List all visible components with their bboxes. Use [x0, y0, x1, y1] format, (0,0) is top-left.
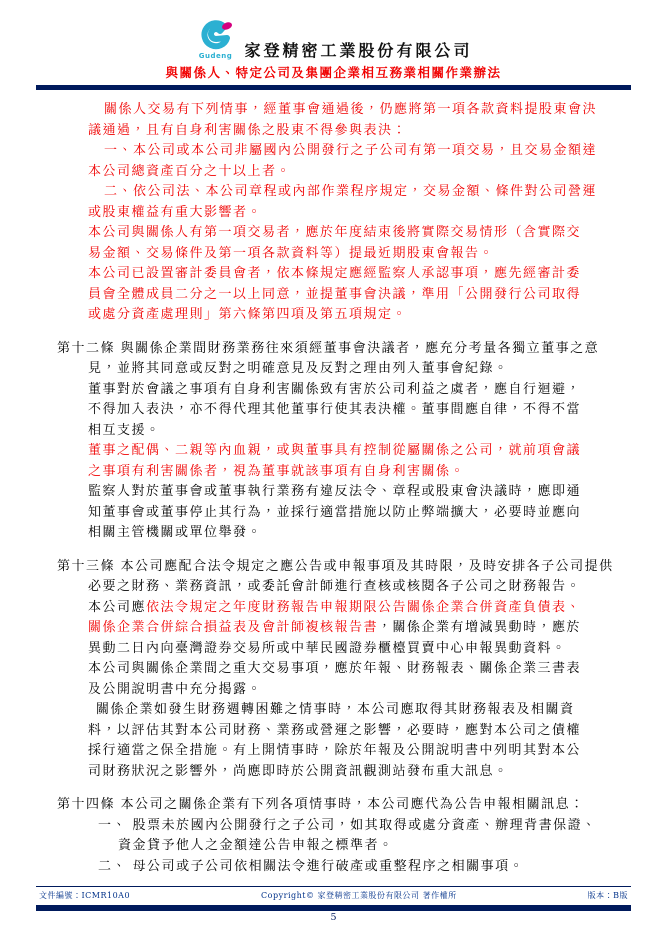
red-text-segment: 之事項有利害關係者，視為董事就該事項有自身利害關係。 — [88, 463, 466, 479]
text-segment: 第十二條 與關係企業間財務業務往來須經董事會決議者，應充分考量各獨立董事之意 — [57, 340, 600, 356]
logo-wordmark: Gudeng — [198, 52, 233, 60]
text-line — [104, 100, 612, 121]
red-text-segment: 議通過，且有自身利害關係之股東不得參與表決： — [88, 122, 408, 138]
text-segment: 必要之財務、業務資訊，或委託會計師進行查核或核閱各子公司之財務報告。 — [88, 579, 582, 594]
text-segment: 不得加入表決，亦不得代理其他董事行使其表決權。董事間應自律，不得不當 — [88, 402, 582, 417]
text-segment: 本公司與關係企業間之重大交易事項，應於年報、財務報表、關係企業三書表 — [88, 661, 582, 676]
red-text-segment: 二、依公司法、本公司章程或內部作業程序規定，交易金額、條件對公司營運 — [104, 184, 598, 199]
company-name: 家登精密工業股份有限公司 — [244, 41, 473, 61]
doc-number: 文件編號：ICMR10A0 — [39, 890, 131, 900]
text-segment: 司財務狀況之影響外，尚應即時於公開資訊觀測站發布重大訊息。 — [88, 763, 509, 779]
text-line — [118, 836, 612, 857]
article-14 — [57, 795, 612, 877]
red-text-segment: 本公司已設置審計委員會者，依本條規定應經監察人承認事項，應先經審計委 — [88, 266, 582, 281]
text-segment: 料，以評估其對本公司財務、業務或營運之影響，必要時，應對本公司之債權 — [88, 722, 582, 738]
logo-swoosh-icon — [194, 20, 236, 52]
text-line — [88, 618, 612, 639]
text-segment: 關係企業如發生財務週轉困難之情事時，本公司應取得其財務報表及相關資 — [96, 702, 575, 717]
red-text-segment: 或處分資產處理則」第六條第四項及第五項規定。 — [88, 307, 408, 322]
text-segment: 第十四條 本公司之關係企業有下列各項情事時，本公司應代為公告申報相關訊息： — [57, 797, 585, 812]
text-line — [88, 680, 612, 701]
article-first-line — [57, 795, 612, 816]
red-text-segment: 一、本公司或本公司非屬國內公開發行之子公司有第一項交易，且交易金額達 — [104, 143, 598, 158]
document-body — [57, 100, 614, 877]
article-first-line — [57, 557, 612, 578]
text-line — [88, 577, 612, 598]
page-number: 5 — [330, 911, 337, 923]
text-line — [104, 141, 612, 162]
text-line — [88, 162, 612, 183]
text-line — [88, 305, 612, 326]
text-segment: 一、 股票未於國內公開發行之子公司，如其取得或處分資產、辦理背書保證、 — [98, 817, 597, 833]
text-line — [88, 482, 612, 503]
text-line — [104, 182, 612, 203]
text-line — [88, 203, 612, 224]
text-line — [88, 721, 612, 742]
text-line — [88, 503, 612, 524]
text-line — [88, 400, 612, 421]
text-line — [88, 421, 612, 442]
article-11-continuation — [88, 100, 612, 326]
text-segment: 相互支援。 — [88, 422, 161, 438]
footer-bottom-rule — [36, 905, 631, 911]
text-segment: 相關主管機關或單位舉發。 — [88, 525, 263, 540]
text-line — [88, 639, 612, 660]
text-segment: 本公司應 — [88, 599, 147, 615]
page-footer — [36, 886, 631, 923]
text-segment: 第十三條 本公司應配合法令規定之應公告或申報事項及其時限，及時安排各子公司提供 — [57, 558, 614, 574]
text-segment: 知董事會或董事停止其行為，並採行適當措施以防止弊端擴大，必要時並應向 — [88, 504, 582, 520]
company-logo — [194, 20, 236, 60]
text-line — [88, 598, 612, 619]
article-13 — [57, 557, 614, 783]
text-line — [88, 659, 612, 680]
red-text-segment: 或股東權益有重大影響者。 — [88, 204, 263, 220]
text-line — [88, 762, 612, 783]
page-header — [0, 0, 667, 90]
article-12 — [57, 339, 612, 544]
text-line — [98, 857, 612, 878]
red-text-segment: 關係企業合併綜合損益表及會計師複核報告書 — [88, 620, 379, 635]
brand-block — [0, 14, 667, 60]
red-text-segment: 關係人交易有下列情事，經董事會通過後，仍應將第一項各款資料提股東會決 — [104, 102, 598, 117]
text-segment: 監察人對於董事會或董事執行業務有違反法令、章程或股東會決議時，應即通 — [88, 484, 582, 499]
text-line — [88, 359, 612, 380]
text-line — [88, 523, 612, 544]
red-text-segment: 董事之配偶、二親等內血親，或與董事具有控制從屬關係之公司，就前項會議 — [88, 443, 582, 458]
text-segment: 資金貸予他人之金額達公告申報之標準者。 — [118, 838, 394, 853]
text-segment: 異動二日內向臺灣證券交易所或中華民國證券櫃檯買賣中心申報異動資料。 — [88, 640, 567, 656]
text-line — [88, 741, 612, 762]
text-line — [88, 264, 612, 285]
red-text-segment: 本公司與關係人有第一項交易者，應於年度結束後將實際交易情形（含實際交 — [88, 225, 582, 240]
article-first-line — [57, 339, 612, 360]
text-line — [96, 700, 612, 721]
footer-info-row — [36, 887, 631, 905]
version-label: 版本：B版 — [587, 890, 628, 900]
copyright-text: Copyright© 家登精密工業股份有限公司 著作權所 — [261, 890, 457, 900]
text-line — [88, 380, 612, 401]
red-text-segment: 易金額、交易條件及第一項各款資料等）提最近期股東會報告。 — [88, 245, 495, 261]
text-line — [88, 441, 612, 462]
red-text-segment: 員會全體成員二分之一以上同意，並提董事會決議，準用「公開發行公司取得 — [88, 286, 582, 302]
text-segment: 董事對於會議之事項有自身利害關係致有害於公司利益之虞者，應自行迴避， — [88, 381, 582, 397]
text-segment: 二、 母公司或子公司依相關法令進行破產或重整程序之相關事項。 — [98, 858, 525, 874]
text-segment: 及公開說明書中充分揭露。 — [88, 681, 263, 697]
text-line — [88, 285, 612, 306]
text-line — [98, 816, 612, 837]
text-segment: 採行適當之保全措施。有上開情事時，除於年報及公開說明書中列明其對本公 — [88, 743, 582, 758]
text-line — [88, 121, 612, 142]
red-text-segment: 依法令規定之年度財務報告申報期限公告關係企業合併資產負債表、 — [146, 599, 582, 615]
document-title: 與關係人、特定公司及集團企業相互務業相關作業辦法 — [165, 65, 502, 80]
red-text-segment: 本公司總資產百分之十以上者。 — [88, 163, 292, 179]
text-segment: ，關係企業有增減異動時，應於 — [378, 620, 582, 635]
text-line — [88, 223, 612, 244]
header-rule — [36, 85, 631, 90]
text-line — [88, 244, 612, 265]
text-segment: 見，並將其同意或反對之明確意見及反對之理由列入董事會紀錄。 — [88, 361, 509, 376]
text-line — [88, 462, 612, 483]
